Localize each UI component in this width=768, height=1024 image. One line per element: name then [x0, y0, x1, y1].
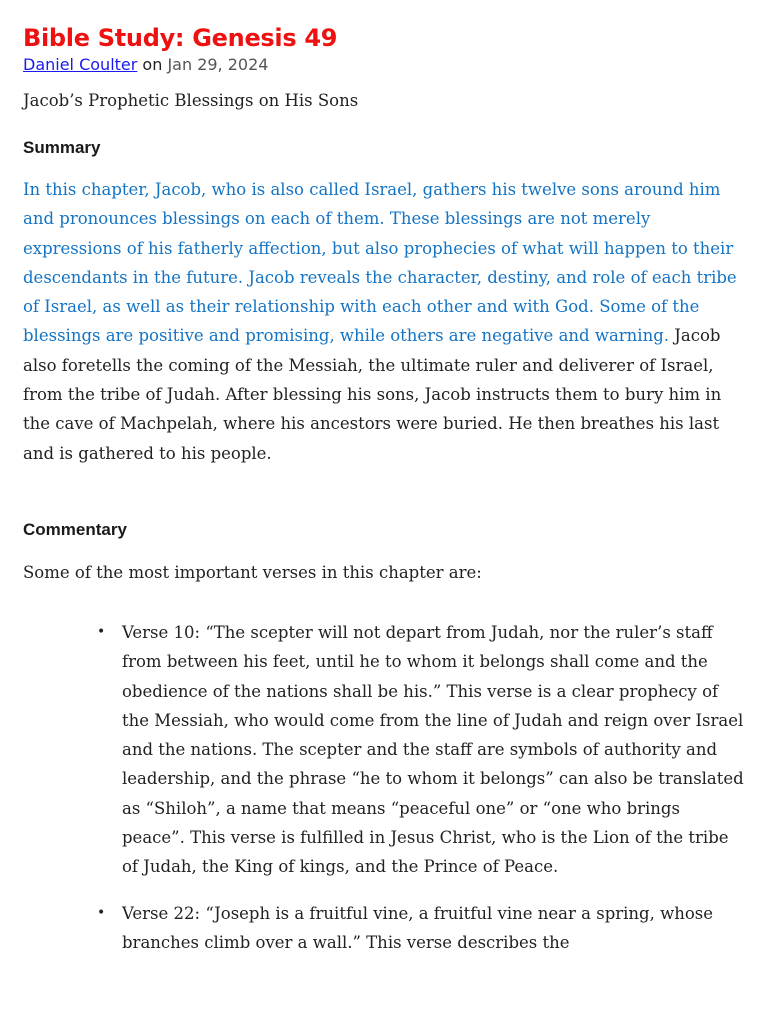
- summary-paragraph: [23, 175, 745, 468]
- summary-highlighted-text: In this chapter, Jacob, who is also called Israel, gathers his twelve sons around him and pronounces blessings on each of them. These blessings are not merely expressions of his fatherly affection, but also prophecies of what will happen to their descendants in the future. Jacob reveals the character, destiny, and role of each tribe of Israel, as well as their relationship with each other and with God. Some of the blessings are positive and promising, while others are negative and warning.: [23, 180, 737, 346]
- page-title: Bible Study: Genesis 49: [23, 24, 338, 52]
- list-item-text: Verse 22: “Joseph is a fruitful vine, a fruitful vine near a spring, whose branches climb over a wall.” This verse describes the: [122, 903, 714, 952]
- publish-date: Jan 29, 2024: [167, 55, 269, 74]
- summary-plain-text: Jacob also foretells the coming of the Messiah, the ultimate ruler and deliverer of Israel, from the tribe of Judah. After blessing his sons, Jacob instructs them to bury him in the cave of Machpelah, where his ancestors were buried. He then breathes his last and is gathered to his people.: [23, 326, 722, 463]
- byline-on-text: on: [137, 55, 168, 74]
- summary-heading: Summary: [23, 138, 101, 157]
- list-item: [23, 618, 745, 882]
- list-item: [23, 899, 745, 958]
- article-subtitle: Jacob’s Prophetic Blessings on His Sons: [23, 91, 359, 110]
- bullet-icon: •: [97, 624, 106, 640]
- commentary-intro: Some of the most important verses in this chapter are:: [23, 563, 482, 582]
- author-link[interactable]: Daniel Coulter: [23, 55, 138, 74]
- verse-list: [23, 618, 745, 974]
- commentary-heading: Commentary: [23, 520, 127, 539]
- list-item-text: Verse 10: “The scepter will not depart from Judah, nor the ruler’s staff from between his feet, until he to whom it belongs shall come and the obedience of the nations shall be his.” This verse is a clear prophecy of the Messiah, who would come from the line of Judah and reign over Israel and the nations. The scepter and the staff are symbols of authority and leadership, and the phrase “he to whom it belongs” can also be translated as “Shiloh”, a name that means “peaceful one” or “one who brings peace”. This verse is fulfilled in Jesus Christ, who is the Lion of the tribe of Judah, the King of kings, and the Prince of Peace.: [122, 623, 744, 877]
- byline: [23, 53, 268, 77]
- bullet-icon: •: [97, 904, 106, 921]
